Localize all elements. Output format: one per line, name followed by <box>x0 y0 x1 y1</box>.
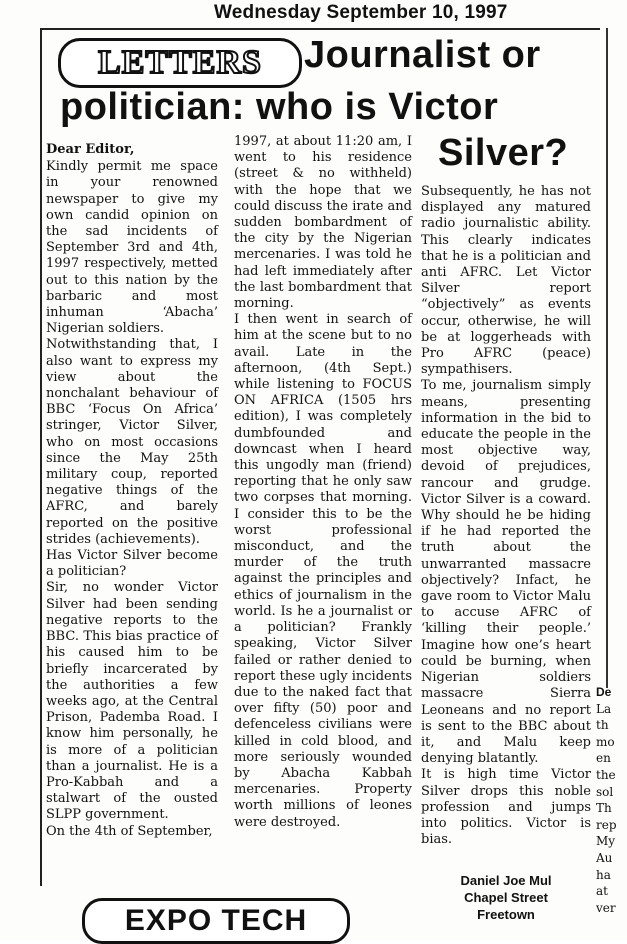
salutation: Dear Editor, <box>46 142 135 157</box>
fragment-line: sol <box>596 784 614 799</box>
article-column-2 <box>234 134 412 831</box>
headline-line-2: politician: who is Victor <box>60 86 499 128</box>
paragraph: 1997, at about 11:20 am, I went to his residence (street & no withheld) with the hope that we could discuss the irate and sudden bombardment of the city by the Nigerian mercenaries. I was told he had left immediately after the last bombardment that morning. <box>234 134 412 312</box>
signature-street: Chapel Street <box>464 890 548 905</box>
expo-tech-advert <box>82 898 350 944</box>
signature-name: Daniel Joe Mul <box>460 873 552 888</box>
fragment-line: La <box>596 701 612 716</box>
expo-tech-label: EXPO TECH <box>124 904 308 937</box>
right-column-rule <box>606 28 608 688</box>
fragment-line: My <box>596 834 616 849</box>
paragraph: On the 4th of September, <box>46 823 213 839</box>
signature-city: Freetown <box>477 907 535 922</box>
paragraph: Subsequently, he has not displayed any matured radio journalistic ability. This clearly indicates that he is a politician and anti AFRC. Let Victor Silver report “objectively” as events occur, otherwise, he will be at loggerheads with Pro AFRC (peace) sympathisers. <box>421 184 591 378</box>
headline-line-3: Silver? <box>438 132 569 174</box>
article-column-3 <box>421 184 591 848</box>
paragraph: I then went in search of him at the scene but to no avail. Late in the afternoon, (4th Sept.) while listening to FOCUS ON AFRICA (1505 hrs edition), I was completely dumbfounded and downcast when I heard this ungodly man (friend) reporting that he only saw two corpses that morning. I consider this to be the worst professional misconduct, and the murder of the truth against the principles and ethics of journalism in the world. Is he a journalist or a politician? Frankly speaking, Victor Silver failed or rather denied to report these ugly incidents due to the naked fact that over fifty (50) poor and defenceless civilians were killed in cold blood, and more seriously wounded by Abacha Kabbah mercenaries. Property worth millions of leones were destroyed. <box>234 312 412 830</box>
fragment-line: De <box>596 685 612 699</box>
dateline: Wednesday September 10, 1997 <box>214 2 508 23</box>
fragment-line: the <box>596 767 616 782</box>
paragraph: Has Victor Silver become a politician? <box>46 548 218 580</box>
adjacent-article-fragment <box>596 684 627 916</box>
top-rule <box>40 28 600 30</box>
fragment-line: at <box>596 884 608 899</box>
article-column-1 <box>46 142 218 840</box>
fragment-line: mo <box>596 734 615 749</box>
fragment-line: Au <box>596 850 613 865</box>
paragraph: To me, journalism simply means, presenting information in the bid to educate the people in the most objective way, devoid of prejudices, rancour and grudge. Victor Silver is a coward. Why should he be hiding if he had reported the truth about the unwarranted massacre objectively? Infact, he gave room to Victor Malu to accuse AFRC of ‘killing their people.’ Imagine how one’s heart could be burning, when Nigerian soldiers massacre Sierra Leoneans and no report is sent to the BBC about it, and Malu keep denying blatantly. <box>421 378 591 767</box>
fragment-line: rep <box>596 817 617 832</box>
fragment-line: ver <box>596 900 616 915</box>
left-column-rule <box>40 30 42 886</box>
signature-block <box>421 872 591 923</box>
fragment-line: th <box>596 718 609 733</box>
fragment-line: Th <box>596 801 612 816</box>
paragraph: Kindly permit me space in your renowned newspaper to give my own candid opinion on the sad incidents of September 3rd and 4th, 1997 respectively, metted out to this nation by the barbaric and most inhuman ‘Abacha’ Nigerian soldiers. <box>46 159 218 337</box>
fragment-line: ha <box>596 867 611 882</box>
paragraph: It is high time Victor Silver drops this noble profession and jumps into politics. Victor is bias. <box>421 767 591 848</box>
letters-section-badge <box>58 38 302 88</box>
paragraph: Sir, no wonder Victor Silver had been sending negative reports to the BBC. This bias practice of his caused him to be briefly incarcerated by the authorities a few weeks ago, at the Central Prison, Pademba Road. I know him personally, he is more of a politician than a journalist. He is a Pro-Kabbah and a stalwart of the ousted SLPP government. <box>46 580 218 823</box>
paragraph: Notwithstanding that, I also want to express my view about the nonchalant behaviour of BBC ‘Focus On Africa’ stringer, Victor Silver, who on most occasions since the May 25th military coup, reported negative things of the AFRC, and barely reported on the positive strides (achievements). <box>46 337 218 547</box>
fragment-line: en <box>596 751 611 766</box>
headline-line-1: Journalist or <box>304 34 541 76</box>
letters-badge-label: LETTERS <box>98 44 262 81</box>
